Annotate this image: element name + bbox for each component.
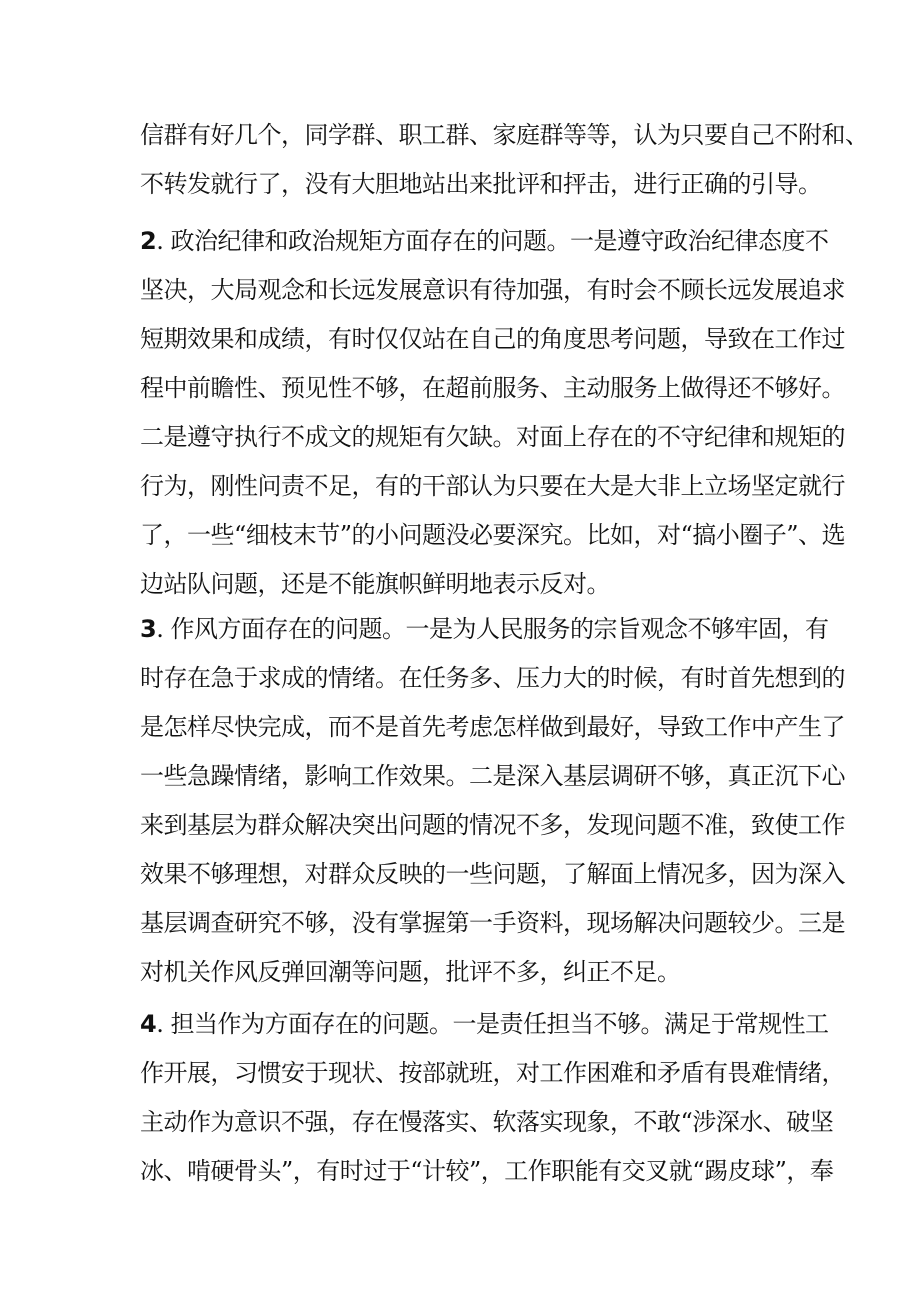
paragraph-line: 信群有好几个，同学群、职工群、家庭群等等，认为只要自己不附和、	[140, 121, 869, 149]
paragraph-line	[140, 605, 829, 654]
paragraph-line-text: . 作风方面存在的问题。一是为人民服务的宗旨观念不够牢固，有	[156, 615, 829, 643]
paragraph-line: 二是遵守执行不成文的规矩有欠缺。对面上存在的不守纪律和规矩的	[140, 423, 845, 451]
paragraph-line: 基层调查研究不够，没有掌握第一手资料，现场解决问题较少。三是	[140, 909, 845, 937]
paragraph-line: 短期效果和成绩，有时仅仅站在自己的角度思考问题，导致在工作过	[140, 325, 845, 353]
paragraph-line: 边站队问题，还是不能旗帜鲜明地表示反对。	[140, 570, 610, 598]
paragraph-line: 了，一些“细枝末节”的小问题没必要深究。比如，对“搞小圈子”、选	[140, 521, 846, 549]
paragraph-line: 坚决，大局观念和长远发展意识有待加强，有时会不顾长远发展追求	[140, 276, 845, 304]
section-number: 4	[140, 1010, 157, 1038]
paragraph-line: 时存在急于求成的情绪。在任务多、压力大的时候，有时首先想到的	[140, 664, 845, 692]
paragraph-line: 行为，刚性问责不足，有的干部认为只要在大是大非上立场坚定就行	[140, 472, 845, 500]
section-number: 3	[140, 615, 157, 643]
paragraph-line	[140, 1000, 829, 1049]
section-number: 2	[140, 227, 157, 255]
paragraph-line: 程中前瞻性、预见性不够，在超前服务、主动服务上做得还不够好。	[140, 374, 845, 402]
paragraph-line: 是怎样尽快完成，而不是首先考虑怎样做到最好，导致工作中产生了	[140, 713, 845, 741]
paragraph-4	[140, 1000, 845, 1196]
paragraph-line: 一些急躁情绪，影响工作效果。二是深入基层调研不够，真正沉下心	[140, 762, 845, 790]
paragraph-line-text: . 政治纪律和政治规矩方面存在的问题。一是遵守政治纪律态度不	[156, 227, 829, 255]
paragraph-line: 主动作为意识不强，存在慢落实、软落实现象，不敢“涉深水、破坚	[140, 1108, 834, 1136]
paragraph-line: 对机关作风反弹回潮等问题，批评不多，纠正不足。	[140, 958, 681, 986]
paragraph-2	[140, 217, 846, 609]
paragraph-line-text: . 担当作为方面存在的问题。一是责任担当不够。满足于常规性工	[156, 1010, 829, 1038]
paragraph-line: 冰、啃硬骨头”，有时过于“计较”，工作职能有交叉就“踢皮球”，奉	[140, 1157, 834, 1185]
paragraph-3	[140, 605, 845, 997]
paragraph-1	[140, 111, 869, 209]
paragraph-line	[140, 217, 829, 266]
paragraph-line: 来到基层为群众解决突出问题的情况不多，发现问题不准，致使工作	[140, 811, 845, 839]
paragraph-line: 作开展，习惯安于现状、按部就班，对工作困难和矛盾有畏难情绪，	[140, 1059, 845, 1087]
paragraph-line: 不转发就行了，没有大胆地站出来批评和抨击，进行正确的引导。	[140, 170, 822, 198]
paragraph-line: 效果不够理想，对群众反映的一些问题，了解面上情况多，因为深入	[140, 860, 845, 888]
